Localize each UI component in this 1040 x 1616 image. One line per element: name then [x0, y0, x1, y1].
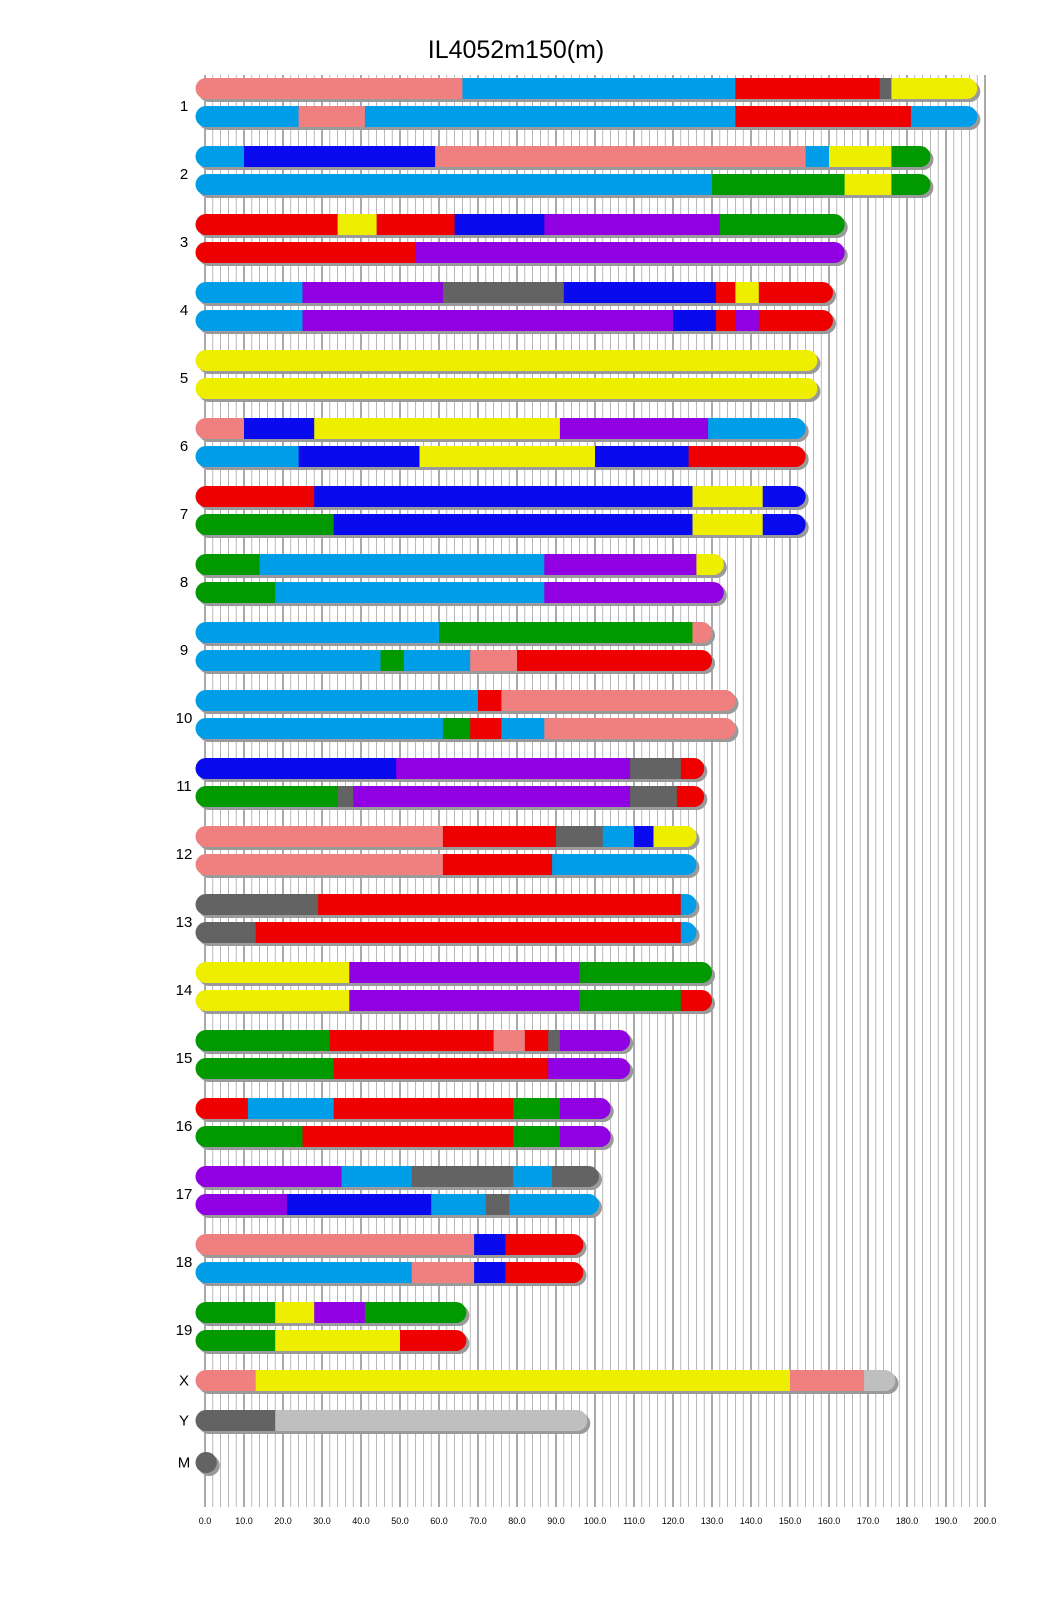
haplotype-bar	[196, 446, 809, 470]
segment-sky	[196, 174, 713, 195]
segment-salmon	[470, 650, 517, 671]
chromosome-label: 10	[175, 710, 193, 727]
x-tick-label: 110.0	[623, 1516, 645, 1526]
chromosome-12	[176, 826, 700, 878]
segment-blue	[474, 1234, 506, 1255]
segment-sky	[501, 718, 545, 739]
chromosome-label: 11	[176, 778, 192, 795]
segment-purple	[560, 1126, 611, 1147]
segment-dark	[443, 282, 565, 303]
haplotype-bar	[196, 894, 700, 918]
haplotype-bar	[196, 350, 821, 374]
segment-green	[196, 1330, 276, 1351]
chromosome-label: 18	[175, 1254, 193, 1271]
haplotype-bar	[196, 650, 716, 674]
segment-green	[439, 622, 693, 643]
segment-salmon	[196, 854, 444, 875]
segment-sky	[513, 1166, 553, 1187]
segment-sky	[365, 106, 736, 127]
segment-sky	[509, 1194, 514, 1215]
segment-salmon	[196, 418, 245, 439]
segment-red	[470, 718, 502, 739]
segment-salmon	[790, 1370, 865, 1391]
haplotype-bar	[196, 310, 837, 334]
segment-sky	[196, 146, 245, 167]
chromosome-label: 3	[179, 234, 189, 251]
segment-purple	[196, 1166, 343, 1187]
segment-sky	[603, 826, 635, 847]
chromosome-label: 9	[179, 642, 189, 659]
segment-dark	[548, 1030, 560, 1051]
segment-sky	[708, 418, 806, 439]
haplotype-bar	[196, 146, 934, 170]
chromosome-label: 7	[179, 506, 189, 523]
segment-dark	[486, 1194, 510, 1215]
segment-sky	[911, 106, 978, 127]
segment-red	[716, 282, 736, 303]
chromosome-7	[180, 486, 809, 538]
segment-red	[716, 310, 736, 331]
segment-dark	[630, 786, 677, 807]
chromosome-label: M	[177, 1454, 191, 1472]
segment-red	[256, 922, 682, 943]
segment-salmon	[196, 826, 444, 847]
segment-blue	[455, 214, 545, 235]
x-tick-label: 150.0	[778, 1516, 802, 1526]
segment-purple	[560, 1098, 611, 1119]
haplotype-bar	[196, 1262, 587, 1286]
segment-yellow	[275, 1302, 315, 1323]
chromosome-label: 4	[179, 302, 189, 319]
chromosome-label: 6	[179, 438, 189, 455]
segment-purple	[303, 310, 674, 331]
haplotype-bar	[196, 1410, 591, 1434]
segment-sky	[196, 690, 479, 711]
haplotype-bar	[196, 990, 716, 1014]
x-tick-label: 130.0	[700, 1516, 724, 1526]
segment-purple	[544, 214, 720, 235]
segment-sky	[196, 1262, 413, 1283]
haplotype-bar	[196, 1234, 587, 1258]
chromosome-8	[180, 554, 727, 606]
segment-red	[759, 282, 834, 303]
segment-sky	[513, 1194, 600, 1215]
x-tick-label: 30.0	[313, 1516, 331, 1526]
segment-salmon	[494, 1030, 526, 1051]
segment-sky	[806, 146, 830, 167]
segment-yellow	[693, 486, 764, 507]
segment-red	[478, 690, 502, 711]
segment-green	[365, 1302, 467, 1323]
chromosome-10	[176, 690, 739, 742]
chromosome-label: Y	[178, 1412, 190, 1430]
chromosome-label: X	[178, 1372, 190, 1390]
segment-dark	[196, 1410, 276, 1431]
segment-dark	[412, 1166, 514, 1187]
chromosome-2	[180, 146, 934, 198]
segment-red	[735, 106, 911, 127]
chromosome-19	[176, 1302, 470, 1354]
segment-purple	[735, 310, 759, 331]
segment-purple	[560, 418, 709, 439]
segment-dark	[880, 78, 892, 99]
haplotype-bar	[196, 1126, 614, 1150]
haplotype-bar	[196, 1030, 634, 1054]
segment-yellow	[654, 826, 698, 847]
segment-green	[196, 1126, 304, 1147]
segment-purple	[396, 758, 631, 779]
haplotype-bar	[196, 1098, 614, 1122]
segment-blue	[474, 1262, 506, 1283]
x-tick-label: 0.0	[198, 1516, 212, 1526]
segment-sky	[342, 1166, 413, 1187]
segment-green	[579, 962, 712, 983]
segment-red	[443, 854, 553, 875]
segment-red	[330, 1030, 494, 1051]
chromosome-label: 14	[175, 982, 193, 999]
x-tick-label: 100.0	[583, 1516, 607, 1526]
segment-purple	[544, 554, 697, 575]
segment-red	[735, 78, 880, 99]
segment-blue	[673, 310, 717, 331]
segment-sky	[196, 310, 304, 331]
segment-green	[196, 514, 335, 535]
segment-sky	[431, 1194, 486, 1215]
segment-blue	[564, 282, 717, 303]
x-tick-label: 180.0	[895, 1516, 919, 1526]
segment-blue	[299, 446, 421, 467]
chromosome-label: 1	[179, 98, 189, 115]
segment-red	[196, 486, 315, 507]
segment-green	[443, 718, 471, 739]
x-tick-label: 60.0	[430, 1516, 448, 1526]
chromosome-label: 8	[179, 574, 189, 591]
segment-blue	[287, 1194, 432, 1215]
haplotype-bar	[196, 242, 848, 266]
chromosome-label: 17	[175, 1186, 193, 1203]
segment-salmon	[299, 106, 366, 127]
segment-red	[681, 990, 713, 1011]
segment-green	[579, 990, 681, 1011]
segment-sky	[248, 1098, 334, 1119]
haplotype-bar	[196, 962, 716, 986]
segment-red	[689, 446, 807, 467]
segment-red	[759, 310, 834, 331]
segment-yellow	[256, 1370, 791, 1391]
haplotype-bar	[196, 1452, 220, 1476]
chromosome-x	[179, 1370, 898, 1394]
chromosome-label: 19	[175, 1322, 193, 1339]
chromosome-13	[176, 894, 700, 946]
segment-light	[275, 1410, 588, 1431]
segment-sky	[196, 106, 300, 127]
segment-red	[505, 1234, 584, 1255]
chromosome-label: 12	[175, 846, 193, 863]
chromosome-9	[180, 622, 715, 674]
chromosome-11	[176, 758, 707, 810]
segment-yellow	[196, 962, 350, 983]
x-tick-label: 90.0	[547, 1516, 565, 1526]
x-tick-label: 170.0	[856, 1516, 880, 1526]
x-tick-label: 70.0	[469, 1516, 487, 1526]
haplotype-bar	[196, 922, 700, 946]
chromosome-3	[180, 214, 848, 266]
segment-dark	[630, 758, 681, 779]
chromosome-label: 5	[179, 370, 189, 387]
segment-purple	[303, 282, 444, 303]
chromosome-label: 13	[175, 914, 193, 931]
segment-blue	[196, 758, 397, 779]
segment-blue	[244, 146, 436, 167]
segment-yellow	[196, 990, 350, 1011]
segment-yellow	[196, 350, 819, 371]
chromosome-label: 15	[175, 1050, 193, 1067]
segment-purple	[560, 1030, 631, 1051]
segment-red	[377, 214, 456, 235]
segment-green	[196, 582, 276, 603]
segment-red	[443, 826, 557, 847]
segment-red	[517, 650, 713, 671]
segment-red	[681, 758, 705, 779]
segment-purple	[353, 786, 631, 807]
chromosome-y	[179, 1410, 590, 1434]
segment-green	[196, 1030, 331, 1051]
x-tick-label: 120.0	[661, 1516, 685, 1526]
x-tick-label: 80.0	[508, 1516, 526, 1526]
segment-salmon	[544, 718, 736, 739]
segment-purple	[196, 1194, 288, 1215]
haplotype-bar	[196, 854, 700, 878]
segment-salmon	[435, 146, 806, 167]
x-tick-label: 40.0	[352, 1516, 370, 1526]
segment-salmon	[412, 1262, 475, 1283]
haplotype-bar	[196, 418, 809, 442]
segment-blue	[763, 514, 807, 535]
x-tick-label: 190.0	[934, 1516, 958, 1526]
segment-red	[303, 1126, 514, 1147]
segment-dark	[196, 922, 257, 943]
segment-yellow	[829, 146, 892, 167]
chromosomes	[176, 78, 981, 1476]
segment-blue	[314, 486, 693, 507]
segment-yellow	[696, 554, 724, 575]
x-axis-ticks	[199, 1516, 997, 1526]
segment-yellow	[735, 282, 759, 303]
segment-red	[334, 1098, 514, 1119]
haplotype-bar	[196, 174, 934, 198]
segment-dark	[338, 786, 354, 807]
chromosome-4	[180, 282, 836, 334]
x-tick-label: 160.0	[817, 1516, 841, 1526]
haplotype-bar	[196, 106, 981, 130]
segment-purple	[548, 1058, 631, 1079]
segment-yellow	[338, 214, 378, 235]
segment-light	[864, 1370, 896, 1391]
segment-blue	[595, 446, 689, 467]
segment-salmon	[196, 1234, 475, 1255]
segment-green	[891, 174, 931, 195]
segment-yellow	[275, 1330, 400, 1351]
segment-green	[196, 786, 339, 807]
segment-sky	[404, 650, 471, 671]
haplotype-bar	[196, 486, 809, 510]
segment-green	[720, 214, 846, 235]
segment-sky	[196, 446, 300, 467]
haplotype-bar	[196, 378, 821, 402]
x-tick-label: 20.0	[274, 1516, 292, 1526]
segment-dark	[196, 894, 319, 915]
haplotype-bar	[196, 826, 700, 850]
chart-title: IL4052m150(m)	[427, 36, 605, 64]
segment-sky	[552, 854, 697, 875]
segment-yellow	[693, 514, 764, 535]
haplotype-bar	[196, 78, 981, 102]
segment-blue	[634, 826, 654, 847]
haplotype-bar	[196, 786, 708, 810]
chromosome-17	[176, 1166, 602, 1218]
segment-blue	[763, 486, 807, 507]
segment-red	[525, 1030, 549, 1051]
segment-sky	[275, 582, 545, 603]
segment-green	[196, 554, 261, 575]
segment-yellow	[314, 418, 560, 439]
segment-green	[513, 1126, 560, 1147]
segment-purple	[544, 582, 724, 603]
chromosome-5	[180, 350, 821, 402]
segment-yellow	[420, 446, 596, 467]
segment-salmon	[501, 690, 736, 711]
haplotype-bar	[196, 1058, 634, 1082]
segment-green	[381, 650, 405, 671]
segment-green	[196, 1058, 335, 1079]
segment-sky	[196, 622, 440, 643]
segment-dark	[556, 826, 603, 847]
segment-salmon	[196, 78, 464, 99]
x-tick-label: 140.0	[739, 1516, 763, 1526]
x-tick-label: 50.0	[391, 1516, 409, 1526]
haplotype-bar	[196, 1194, 603, 1218]
segment-red	[505, 1262, 584, 1283]
chromosome-label: 2	[179, 166, 189, 183]
segment-purple	[314, 1302, 365, 1323]
segment-red	[400, 1330, 467, 1351]
x-tick-label: 200.0	[973, 1516, 997, 1526]
chromosome-m	[178, 1452, 220, 1476]
segment-red	[334, 1058, 549, 1079]
segment-purple	[349, 962, 580, 983]
segment-blue	[244, 418, 315, 439]
segment-red	[318, 894, 681, 915]
segment-sky	[260, 554, 545, 575]
segment-yellow	[196, 378, 819, 399]
haplotype-bar	[196, 282, 837, 306]
haplotype-bar	[196, 1302, 470, 1326]
segment-green	[513, 1098, 560, 1119]
segment-purple	[416, 242, 846, 263]
segment-green	[712, 174, 845, 195]
segment-green	[891, 146, 931, 167]
segment-sky	[462, 78, 736, 99]
haplotype-bar	[196, 622, 716, 646]
segment-sky	[196, 650, 382, 671]
segment-yellow	[845, 174, 892, 195]
segment-dark	[552, 1166, 600, 1187]
haplotype-bar	[196, 690, 739, 714]
x-tick-label: 10.0	[235, 1516, 253, 1526]
segment-red	[196, 1098, 249, 1119]
chromosome-label: 16	[175, 1118, 193, 1135]
segment-sky	[196, 282, 304, 303]
haplotype-bar	[196, 582, 727, 606]
haplotype-bar	[196, 554, 727, 578]
haplotype-bar	[196, 718, 739, 742]
segment-red	[196, 214, 339, 235]
haplotype-bar	[196, 214, 848, 238]
chromosome-6	[180, 418, 809, 470]
segment-red	[677, 786, 705, 807]
haplotype-bar	[196, 1166, 603, 1190]
segment-blue	[334, 514, 693, 535]
segment-salmon	[196, 1370, 257, 1391]
segment-red	[196, 242, 417, 263]
haplotype-bar	[196, 1370, 899, 1394]
segment-purple	[349, 990, 580, 1011]
haplotype-bar	[196, 758, 708, 782]
segment-yellow	[891, 78, 978, 99]
haplotype-bar	[196, 1330, 470, 1354]
haplotype-bar	[196, 514, 809, 538]
segment-sky	[196, 718, 444, 739]
segment-green	[196, 1302, 276, 1323]
